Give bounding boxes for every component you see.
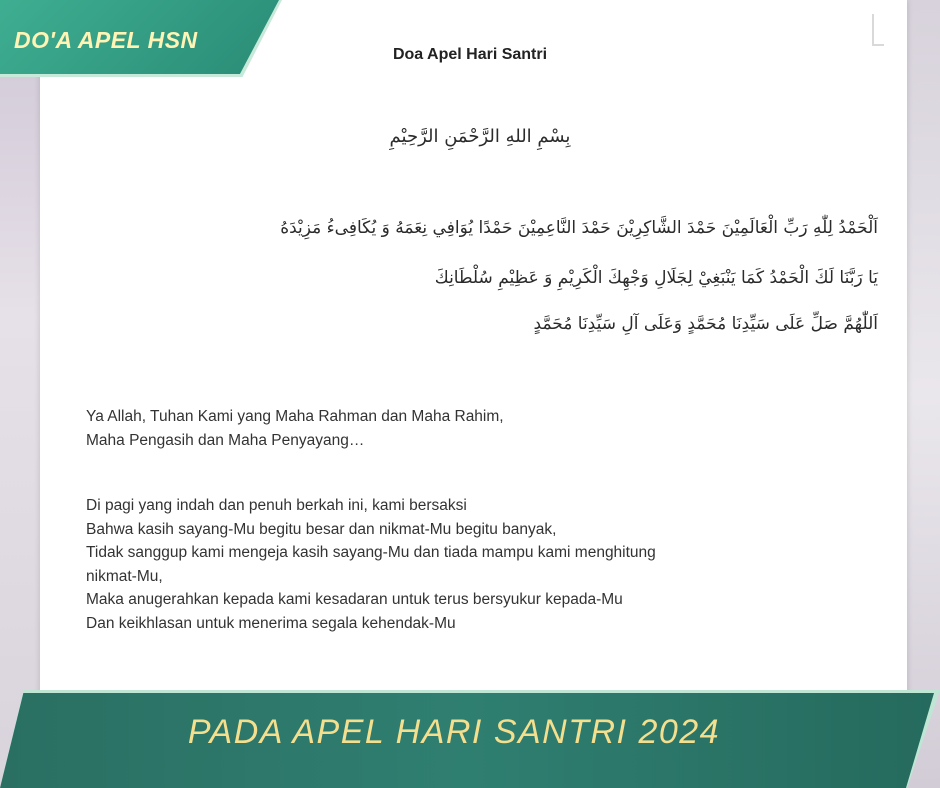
arabic-line-2: يَا رَبَّنَا لَكَ الْحَمْدُ كَمَا يَنْبَغِيْ لِجَلَالِ وَجْهِكَ الْكَرِيْمِ وَ عَظِيْمِ سُلْطَانِكَ (434, 268, 878, 288)
arabic-line-1: اَلْحَمْدُ لِلّٰهِ رَبِّ الْعَالَمِيْنَ حَمْدَ الشَّاكِرِيْنَ حَمْدَ النَّاعِمِيْنَ حَمْدًا يُوَافِي نِعَمَهُ وَ يُكَافِىءُ مَزِيْدَهُ (280, 218, 878, 238)
footer-banner-text: PADA APEL HARI SANTRI 2024 (187, 713, 721, 751)
paragraph-opening (86, 405, 806, 452)
paragraph-line: nikmat-Mu, (86, 567, 163, 585)
basmalah-text: بِسْمِ اللهِ الرَّحْمَنِ الرَّحِيْمِ (389, 126, 571, 147)
paragraph-line: Maha Pengasih dan Maha Penyayang… (86, 431, 365, 449)
arabic-line-3: اَللّٰهُمَّ صَلِّ عَلَى سَيِّدِنَا مُحَمَّدٍ وَعَلَى آلِ سَيِّدِنَا مُحَمَّدٍ (533, 314, 878, 334)
paragraph-line: Ya Allah, Tuhan Kami yang Maha Rahman dan Maha Rahim, (86, 408, 504, 425)
paragraph-line: Tidak sanggup kami mengeja kasih sayang-Mu dan tiada mampu kami menghitung (86, 544, 656, 561)
page-corner-mark (872, 14, 884, 46)
paragraph-line: Maka anugerahkan kepada kami kesadaran untuk terus bersyukur kepada-Mu (86, 591, 623, 608)
paragraph-line: Dan keikhlasan untuk menerima segala kehendak-Mu (86, 614, 456, 632)
paragraph-line: Bahwa kasih sayang-Mu begitu besar dan nikmat-Mu begitu banyak, (86, 520, 557, 538)
paragraph-line: Di pagi yang indah dan penuh berkah ini, kami bersaksi (86, 497, 467, 514)
document-title: Doa Apel Hari Santri (392, 46, 548, 63)
header-badge-text: DO'A APEL HSN (14, 27, 198, 53)
paragraph-body (86, 494, 806, 635)
